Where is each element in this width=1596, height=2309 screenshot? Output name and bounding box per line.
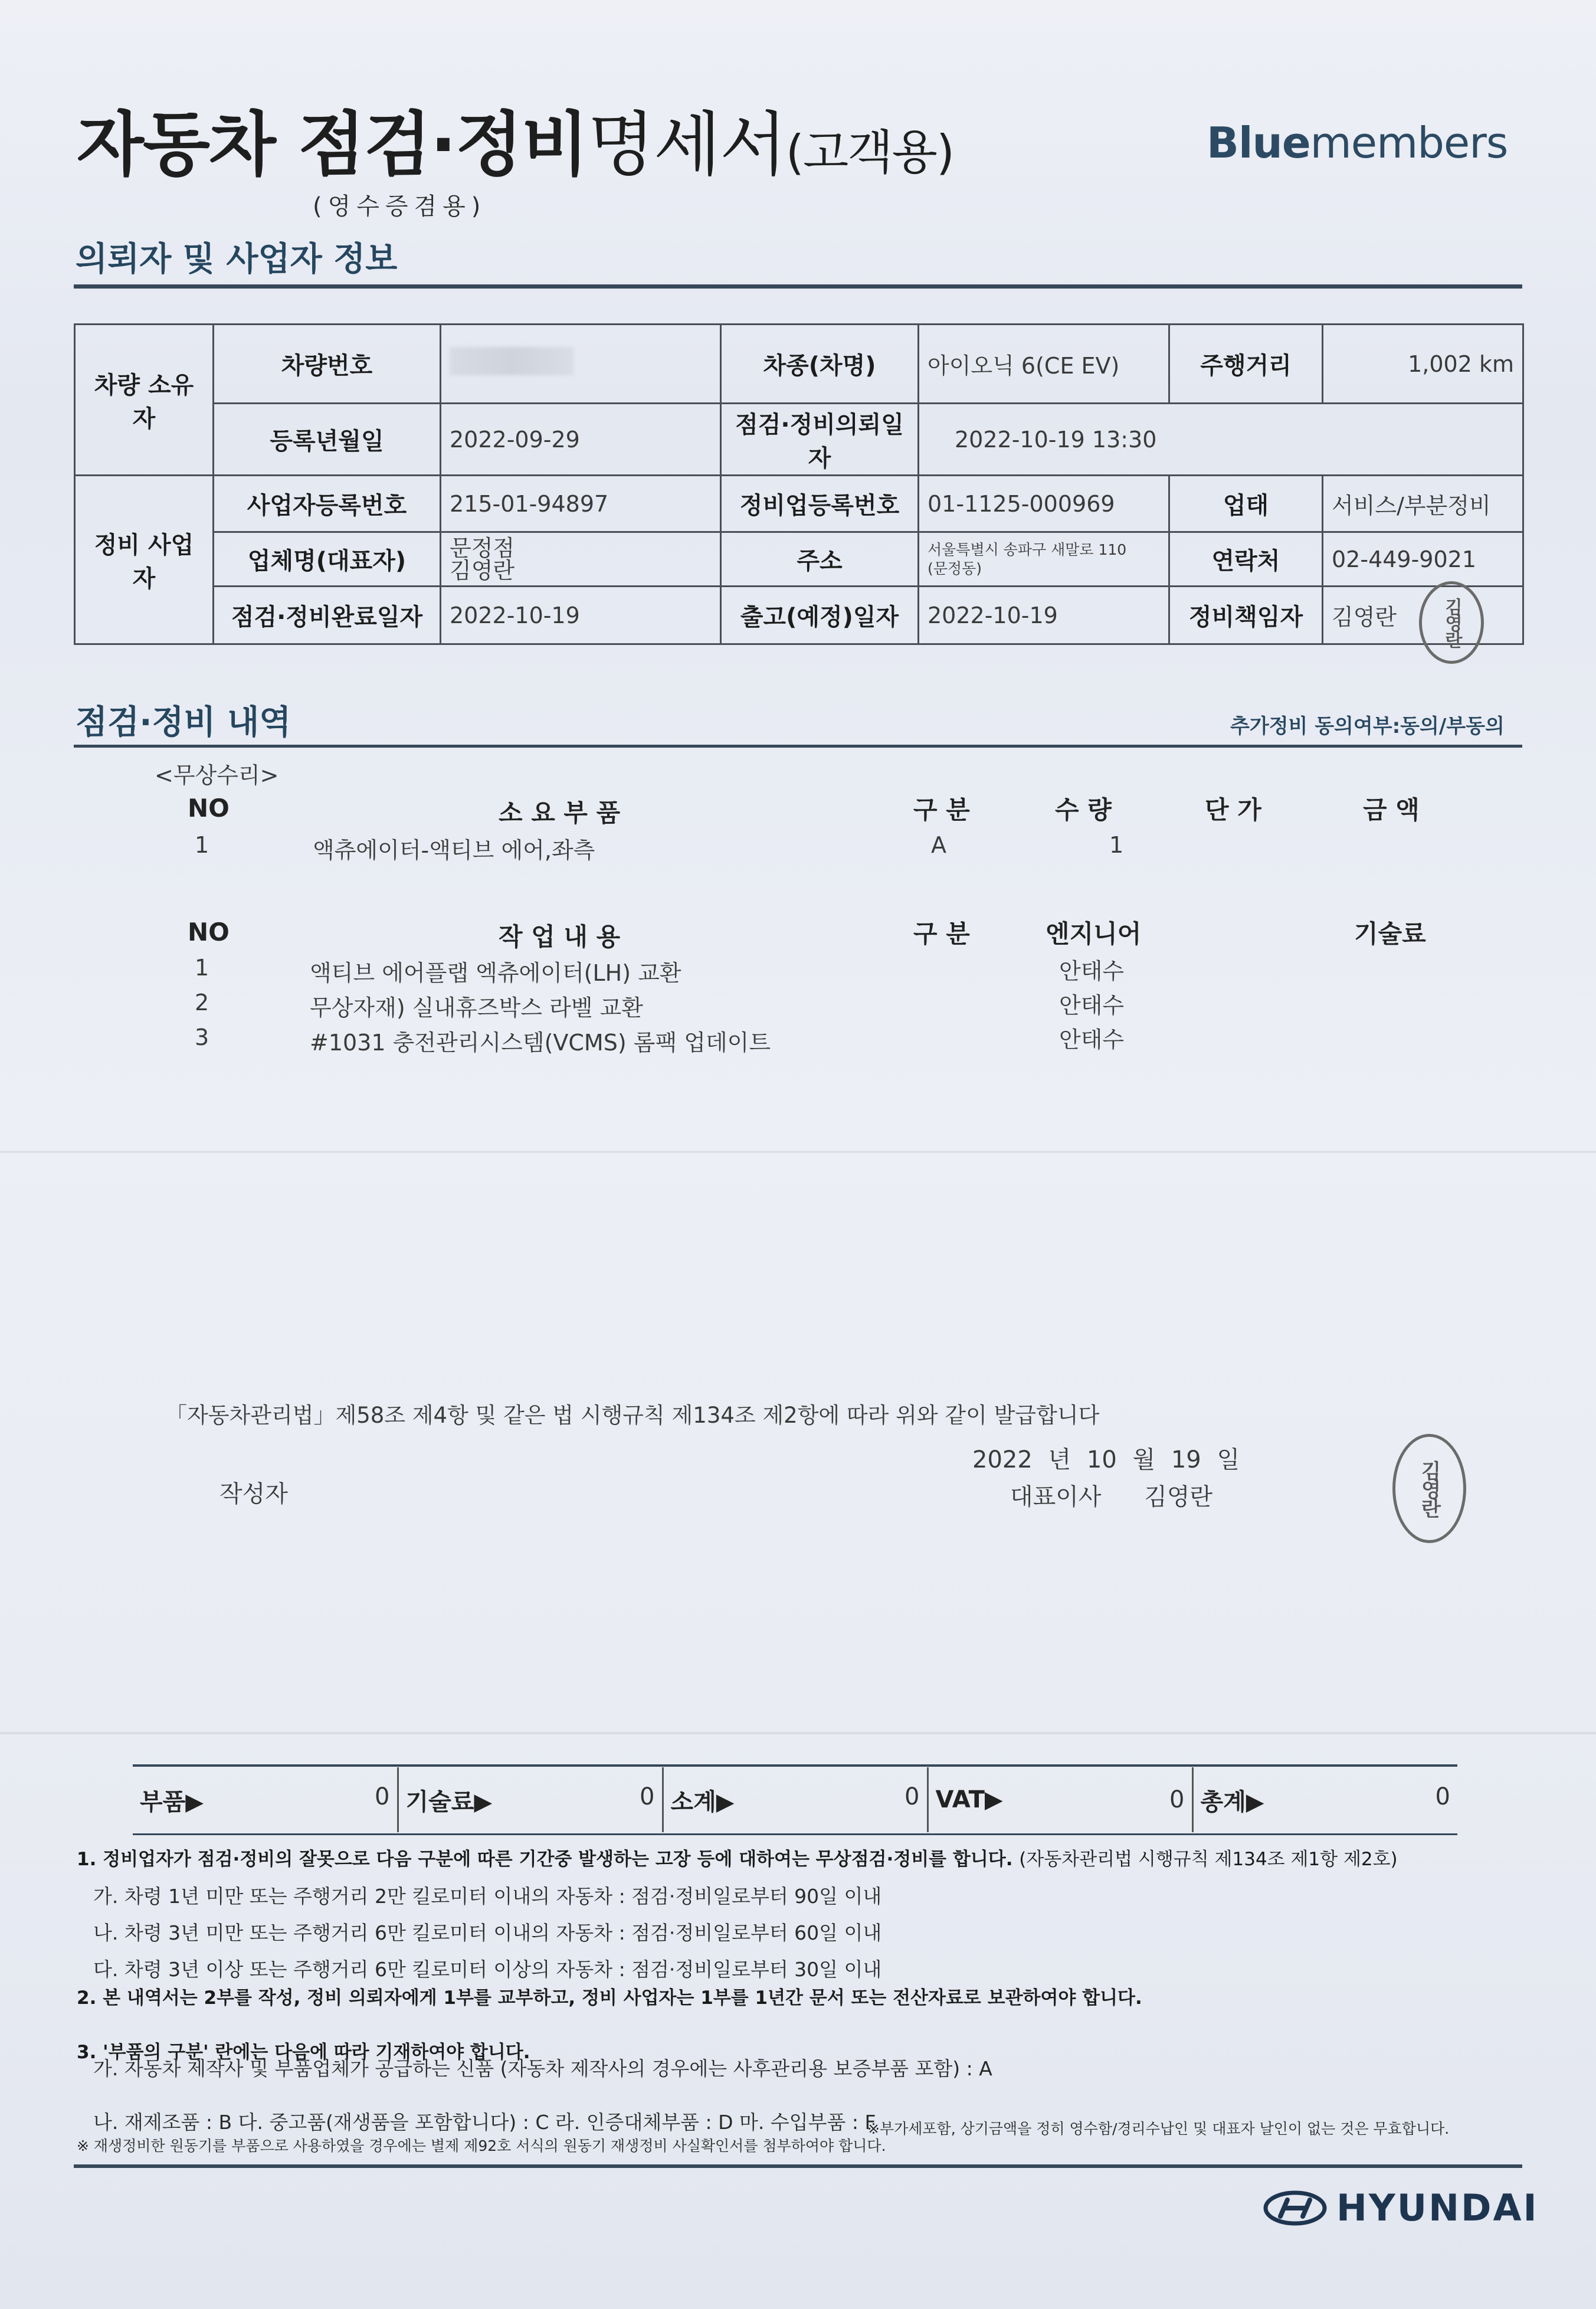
part-row-div: A (931, 832, 946, 858)
manager-value: 김영란 (1323, 587, 1523, 644)
tel-value: 02-449-9021 (1323, 532, 1523, 587)
work-col-div: 구 분 (913, 919, 970, 948)
shop-name: 문정점 (450, 535, 515, 561)
total-grand (1192, 1767, 1457, 1832)
address-label: 주소 (721, 532, 919, 587)
footer-rule (74, 2164, 1522, 2168)
totals-top-rule (133, 1764, 1457, 1767)
writer-label: 작성자 (219, 1481, 288, 1508)
work-row-engineer: 안태수 (1059, 1027, 1125, 1053)
document-title (77, 89, 953, 189)
reg-date-value: 2022-09-29 (441, 404, 721, 476)
reg-date-label: 등록년월일 (214, 404, 441, 476)
ceo-name: 대표이사 김영란 (1010, 1483, 1213, 1511)
part-row-name: 액츄에이터-액티브 에어,좌측 (313, 837, 595, 863)
parts-col-name: 소 요 부 품 (499, 798, 621, 827)
shop-group-label: 정비 사업자 (75, 476, 214, 644)
total-label: 소계▶ (670, 1788, 735, 1816)
totals-bottom-rule (133, 1833, 1457, 1835)
note-1 (77, 1844, 1398, 1871)
shop-no-value: 01-1125-000969 (919, 476, 1169, 532)
note-1a: 가. 차령 1년 미만 또는 주행거리 2만 킬로미터 이내의 자동차 : 점검·정비일로부터 90일 이내 (93, 1885, 882, 1908)
work-col-name: 작 업 내 용 (499, 922, 621, 951)
work-col-engineer: 엔지니어 (1046, 919, 1142, 948)
note-1c: 다. 차령 3년 이상 또는 주행거리 6만 킬로미터 이상의 자동차 : 점검·정비일로부터 30일 이내 (93, 1958, 882, 1981)
title-paren: (고객용) (785, 125, 954, 180)
work-row-name: #1031 충전관리시스템(VCMS) 롬팩 업데이트 (310, 1030, 771, 1056)
section-rule (74, 284, 1522, 289)
total-value: 0 (640, 1783, 655, 1810)
work-row-no: 1 (195, 955, 209, 981)
shop-name-value (441, 532, 721, 587)
law-statement: 「자동차관리법」제58조 제4항 및 같은 법 시행규칙 제134조 제2항에 따라 위와 같이 발급합니다 (165, 1403, 1100, 1428)
total-label: VAT▶ (935, 1786, 1003, 1813)
work-row-engineer: 안태수 (1059, 993, 1125, 1018)
title-light: 명세서 (587, 104, 786, 185)
biz-type-value: 서비스/부분정비 (1323, 476, 1523, 532)
total-labor (398, 1767, 663, 1832)
section-title-work: 점검·정비 내역 (76, 703, 291, 742)
info-table (74, 323, 1524, 645)
issue-date: 2022 년 10 월 19 일 (972, 1446, 1240, 1473)
logo-part: members (1310, 118, 1508, 168)
note-5: ※부가세포함, 상기금액을 정히 영수함/경리수납인 및 대표자 날인이 없는 것은 무효합니다. (867, 2120, 1450, 2137)
done-date-label: 점검·정비완료일자 (214, 587, 441, 644)
title-bold: 자동차 점검·정비 (77, 104, 588, 185)
free-repair-label: <무상수리> (155, 762, 279, 788)
out-date-label: 출고(예정)일자 (721, 587, 919, 644)
total-value: 0 (1435, 1783, 1450, 1810)
work-row-engineer: 안태수 (1059, 958, 1125, 984)
bluemembers-logo (1207, 118, 1507, 168)
total-vat (928, 1767, 1192, 1832)
request-date-value: 2022-10-19 13:30 (919, 404, 1523, 476)
manager-label: 정비책임자 (1169, 587, 1323, 644)
total-value: 0 (375, 1783, 390, 1810)
work-col-fee: 기술료 (1354, 919, 1426, 948)
total-subtotal (663, 1767, 928, 1832)
redacted-plate (450, 347, 573, 375)
model-label: 차종(차명) (721, 325, 919, 404)
note-3a: 가. 자동차 제작사 및 부품업체가 공급하는 신품 (자동차 제작사의 경우에는 사후관리용 보증부품 포함) : A (93, 2057, 992, 2080)
parts-col-amt: 금 액 (1363, 795, 1420, 824)
mileage-value: 1,002 km (1323, 325, 1523, 404)
total-parts (133, 1767, 398, 1832)
note-1b: 나. 차령 3년 미만 또는 주행거리 6만 킬로미터 이내의 자동차 : 점검·정비일로부터 60일 이내 (93, 1921, 882, 1944)
totals-table (133, 1767, 1457, 1832)
tel-label: 연락처 (1169, 532, 1323, 587)
part-row-no: 1 (195, 832, 209, 858)
work-row-name: 무상자재) 실내휴즈박스 라벨 교환 (310, 995, 643, 1021)
note-text: 1. 정비업자가 점검·정비의 잘못으로 다음 구분에 따른 기간중 발생하는 고장 등에 대하여는 무상점검·정비를 합니다. (77, 1849, 1013, 1870)
ceo-seal-stamp: 김영란 (1392, 1434, 1466, 1543)
out-date-value: 2022-10-19 (919, 587, 1169, 644)
request-date-label: 점검·정비의뢰일자 (721, 404, 919, 476)
paper-fold (0, 1732, 1596, 1734)
part-row-qty: 1 (1109, 832, 1124, 858)
biz-type-label: 업태 (1169, 476, 1323, 532)
document-subtitle: (영수증겸용) (313, 193, 487, 220)
parts-col-no: NO (188, 794, 230, 823)
work-row-name: 액티브 에어플랩 엑츄에이터(LH) 교환 (310, 960, 681, 986)
shop-no-label: 정비업등록번호 (721, 476, 919, 532)
shop-rep: 김영란 (450, 557, 515, 584)
note-4: ※ 재생정비한 원동기를 부품으로 사용하였을 경우에는 별제 제92호 서식의 원동기 재생정비 사실확인서를 첨부하여야 합니다. (77, 2137, 886, 2154)
note-3b: 나. 재제조품 : B 다. 중고품(재생품을 포함합니다) : C 라. 인증대체부품 : D 마. 수입부품 : F (93, 2111, 876, 2134)
model-value: 아이오닉 6(CE EV) (919, 325, 1169, 404)
hyundai-wordmark: HYUNDAI (1336, 2186, 1539, 2229)
address-line: 서울특별시 송파구 새말로 110 (928, 541, 1127, 558)
shop-name-label: 업체명(대표자) (214, 532, 441, 587)
note-3: 3. '부품의 구분' 란에는 다음에 따라 기재하여야 합니다. (77, 2042, 530, 2063)
total-value: 0 (1169, 1786, 1185, 1813)
work-col-no: NO (188, 918, 230, 946)
consent-text: 추가정비 동의여부:동의/부동의 (1230, 715, 1505, 738)
total-label: 부품▶ (140, 1788, 204, 1816)
logo-part: Blue (1207, 118, 1310, 168)
biz-no-label: 사업자등록번호 (214, 476, 441, 532)
note-2: 2. 본 내역서는 2부를 작성, 정비 의뢰자에게 1부를 교부하고, 정비 사업자는 1부를 1년간 문서 또는 전산자료로 보관하여야 합니다. (77, 1987, 1142, 2009)
plate-label: 차량번호 (214, 325, 441, 404)
address-value (919, 532, 1169, 587)
manager-seal-stamp: 김영란 (1419, 581, 1484, 664)
work-row-no: 3 (195, 1024, 209, 1050)
total-label: 총계▶ (1200, 1788, 1264, 1816)
hyundai-emblem-icon (1263, 2190, 1328, 2226)
note-ref: (자동차관리법 시행규칙 제134조 제1항 제2호) (1019, 1849, 1398, 1870)
parts-col-div: 구 분 (913, 795, 970, 824)
work-row-no: 2 (195, 990, 209, 1016)
total-label: 기술료▶ (405, 1788, 493, 1816)
biz-no-value: 215-01-94897 (441, 476, 721, 532)
parts-col-unit: 단 가 (1205, 795, 1261, 824)
mileage-label: 주행거리 (1169, 325, 1323, 404)
paper-fold (0, 1151, 1596, 1153)
section-rule (74, 745, 1522, 748)
owner-group-label: 차량 소유자 (75, 325, 214, 476)
total-value: 0 (904, 1783, 920, 1810)
section-title-info: 의뢰자 및 사업자 정보 (76, 240, 398, 279)
done-date-value: 2022-10-19 (441, 587, 721, 644)
address-line: (문정동) (928, 559, 982, 577)
plate-value (441, 325, 721, 404)
parts-col-qty: 수 량 (1055, 795, 1112, 824)
